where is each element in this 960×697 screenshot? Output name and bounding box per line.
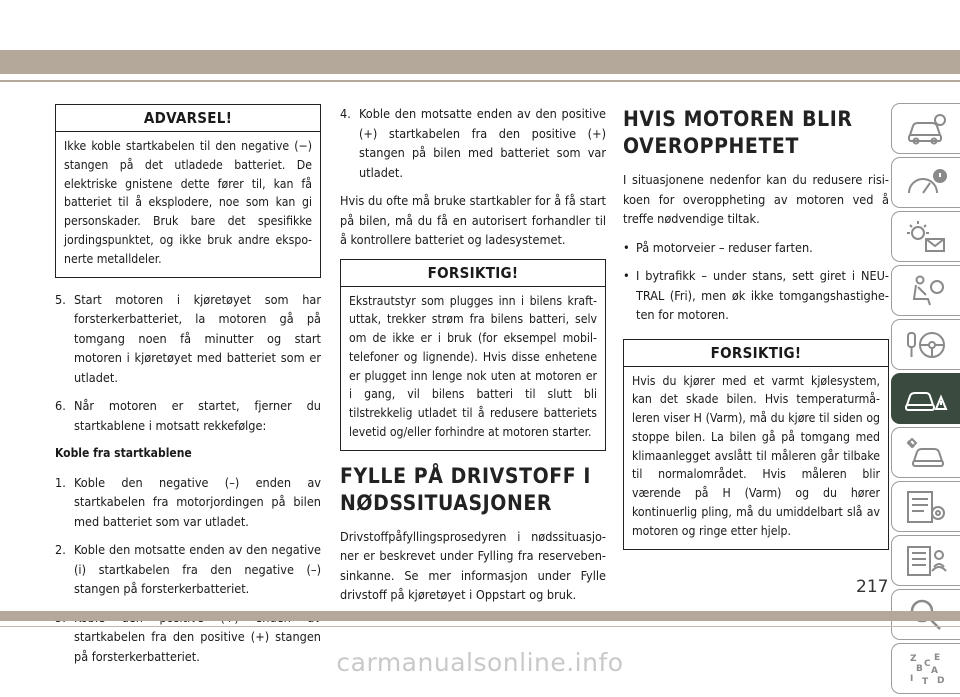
car-info-icon <box>904 111 948 147</box>
lights-message-icon <box>904 219 948 255</box>
disconnect-step-1 <box>55 473 321 532</box>
jumpstart-advice: Hvis du ofte må bruke startkabler for å få start på bilen, må du få en autorisert forhandler til å kontrollere batteriet og ladesystemet. <box>340 193 606 247</box>
step-text: Start motoren i kjøretøyet som har forsterkerbatteriet, la motoren gå på tomgang noen få minutter og start motoren i kjøretøyet med batteriet som er utladet. <box>74 291 321 385</box>
caution-box-power-outlet <box>340 259 606 451</box>
index-letter: C <box>924 658 931 669</box>
step-number: 2. <box>55 542 66 558</box>
step-number: 1. <box>55 474 66 490</box>
step-text: startkabelen fra den positive (+) stangen på forsterkerbatteriet. <box>74 629 321 664</box>
caution-text: Hvis du kjører med et varmt kjølesystem, kan det skade bilen. Hvis temperaturmåleren viser H (Varm), må du kjøre til siden og stoppe bilen. La bilen gå på tomgang med klimaanlegget avslått til måleren går tilbake til normalområdet. Hvis måleren blir værende på H (Varm) og du hører kontinuerlig pling, må du umiddelbart slå av motoren og ringe etter hjelp. <box>632 373 880 538</box>
chapter-tabs <box>891 103 960 697</box>
index-letter: T <box>922 676 929 687</box>
step-number: 4. <box>340 106 351 121</box>
caution-box-overheat <box>623 339 889 550</box>
step-text: Når motoren er startet, fjerner du startkablene i motsatt rekkefølge: <box>74 398 321 433</box>
bullet-text: På motorveier – reduser farten. <box>636 239 813 255</box>
bullet-text: I bytrafikk – under stans, sett giret i NEUTRAL (Fri), men øk ikke tomgangshastigheten for motoren. <box>636 268 889 322</box>
tab-starting[interactable] <box>891 319 960 370</box>
step-number: 6. <box>55 398 66 414</box>
car-hazard-icon <box>904 381 948 417</box>
index-letter: B <box>916 663 923 674</box>
bullet-mark: • <box>623 268 630 283</box>
index-letter: I <box>910 673 914 684</box>
tab-instruments[interactable] <box>891 157 960 208</box>
bullet-mark: • <box>623 239 630 255</box>
step-text: Koble den motsatte enden av den negative (i) startkabelen fra den negative (–) stangen på forsterkerbatteriet. <box>74 542 321 597</box>
column-left <box>55 104 321 675</box>
column-middle <box>340 104 606 614</box>
tab-specifications[interactable] <box>891 481 960 532</box>
seat-airbag-icon <box>904 273 948 309</box>
disconnect-step-4 <box>340 104 606 182</box>
caution-text: Ekstrautstyr som plugges inn i bilens kraftuttak, trekker strøm fra bilens batteri, selv om de ikke er i bruk (for eksempel mobiltelefoner og lignende). Hvis disse enhetene er plugget inn lenge nok uten at motoren er i gang, vil bilens batteri til slutt bli tilstrekkelig utladet til å redusere batteriets levetid og/eller forhindre at motoren starter. <box>349 293 597 440</box>
overheat-intro: I situasjonene nedenfor kan du redusere risikoen for overoppheting av motoren ved å treffe nødvendige tiltak. <box>623 172 889 226</box>
footer-rule <box>0 626 960 627</box>
step-text: Koble den motsatte enden av den positive (+) startkabelen fra den positive (+) stangen på bilen med batteriet som var utladet. <box>359 106 606 180</box>
page-number: 217 <box>856 577 889 597</box>
step-text: Koble den negative (–) enden av startkabelen fra motorjordingen på bilen med batteriet som var utladet. <box>74 474 321 529</box>
tab-emergency[interactable] <box>891 373 960 424</box>
warning-text: Ikke koble startkabelen til den negative (−) stangen på det utladede batteriet. De elektriske gnistene dette fører til, kan få batteriet til å eksplodere, noe som kan gi personskader. Bruk bare det spesifikke jordingspunktet, og ikke bruk andre eksponerte metalldeler. <box>64 139 312 266</box>
watermark: carmanualsonline.info <box>336 648 624 677</box>
specifications-list-icon <box>904 489 948 525</box>
tab-maintenance[interactable] <box>891 427 960 478</box>
tab-lights[interactable] <box>891 211 960 262</box>
multimedia-icon <box>904 543 948 579</box>
disconnect-heading: Koble fra startkablene <box>55 446 192 461</box>
tab-multimedia[interactable] <box>891 535 960 586</box>
tab-safety[interactable] <box>891 265 960 316</box>
tab-vehicle-intro[interactable] <box>891 103 960 154</box>
step-5 <box>55 290 321 388</box>
fuel-heading: FYLLE PÅ DRIVSTOFF I NØDSSITUASJONER <box>340 463 592 515</box>
dashboard-warning-icon <box>904 165 948 201</box>
bullet-city-traffic <box>623 266 889 325</box>
caution-title: FORSIKTIG! <box>341 260 605 287</box>
fuel-paragraph: Drivstoffpåfyllingsprosedyren i nødssituasjoner er beskrevet under Fylling fra reservebensinkanne. Se mer informasjon under Fylle drivstoff på kjøretøyet i Oppstart og bruk. <box>340 528 606 603</box>
maintenance-car-icon <box>904 435 948 471</box>
index-letter: Z <box>910 653 917 664</box>
step-number: 5. <box>55 291 66 307</box>
caution-title: FORSIKTIG! <box>624 340 888 367</box>
bullet-highway <box>623 238 889 258</box>
warning-title: ADVARSEL! <box>56 105 320 132</box>
key-steering-icon <box>904 327 948 363</box>
header-rule <box>0 80 960 82</box>
index-letter: A <box>931 665 938 676</box>
overheat-heading: HVIS MOTOREN BLIR OVEROPPHETET <box>623 107 853 158</box>
header-band <box>0 50 960 74</box>
disconnect-step-2 <box>55 540 321 599</box>
index-letter: E <box>934 652 941 663</box>
footer-band <box>0 611 960 621</box>
warning-box <box>55 104 321 278</box>
column-right <box>623 104 889 562</box>
index-letter: D <box>937 675 945 686</box>
step-6 <box>55 396 321 435</box>
